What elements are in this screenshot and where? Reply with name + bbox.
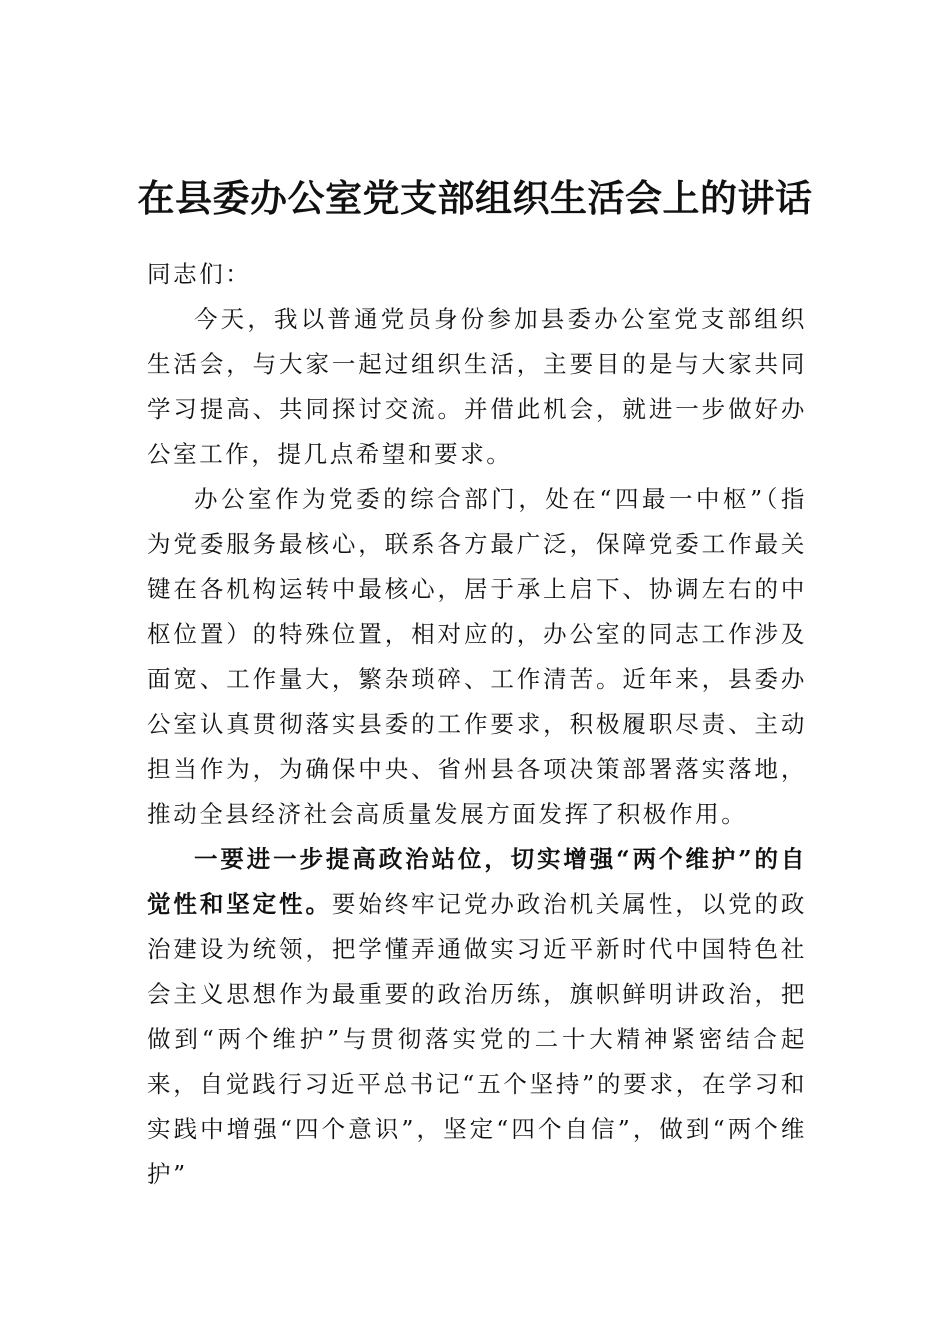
- paragraph-lead-heading: 一要进一步提高政治站位，切实增强“两个维护”的自觉性和坚定性。: [147, 845, 807, 918]
- document-body: [147, 252, 807, 1197]
- paragraph-opening: [147, 297, 807, 477]
- paragraph-text: 今天，我以普通党员身份参加县委办公室党支部组织生活会，与大家一起过组织生活，主要目的是与大家共同学习提高、共同探讨交流。并借此机会，就进一步做好办公室工作，提几点希望和要求。: [147, 305, 807, 468]
- paragraph-text: 办公室作为党委的综合部门，处在“四最一中枢”（指为党委服务最核心，联系各方最广泛，保障党委工作最关键在各机构运转中最核心，居于承上启下、协调左右的中枢位置）的特殊位置，相对应的，办公室的同志工作涉及面宽、工作量大，繁杂琐碎、工作清苦。近年来，县委办公室认真贯彻落实县委的工作要求，积极履职尽责、主动担当作为，为确保中央、省州县各项决策部署落实落地，推动全县经济社会高质量发展方面发挥了积极作用。: [147, 485, 807, 828]
- paragraph-point-one: [147, 837, 807, 1197]
- salutation: 同志们：: [147, 260, 252, 288]
- paragraph-office-role: [147, 477, 807, 837]
- document-title: 在县委办公室党支部组织生活会上的讲话: [137, 176, 813, 220]
- paragraph-text: 要始终牢记党办政治机关属性，以党的政治建设为统领，把学懂弄通做实习近平新时代中国特色社会主义思想作为最重要的政治历练，旗帜鲜明讲政治，把做到“两个维护”与贯彻落实党的二十大精神紧密结合起来，自觉践行习近平总书记“五个坚持”的要求，在学习和实践中增强“四个意识”，坚定“四个自信”，做到“两个维护”: [147, 890, 807, 1188]
